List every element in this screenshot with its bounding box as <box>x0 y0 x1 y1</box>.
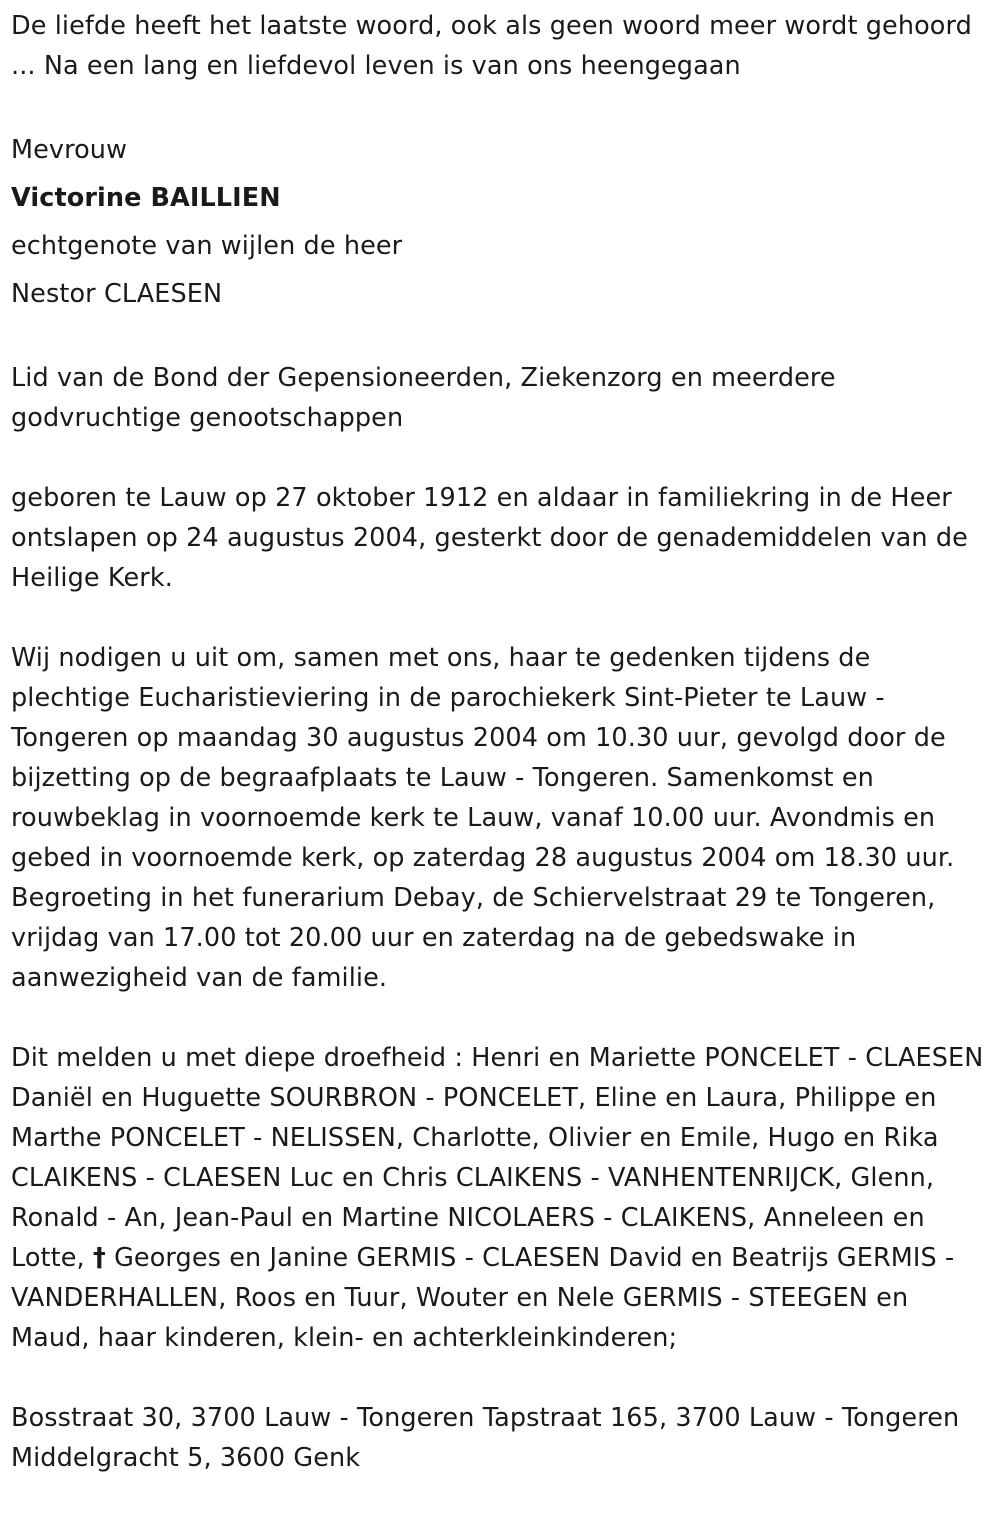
addresses-text: Bosstraat 30, 3700 Lauw - Tongeren Tapstraat 165, 3700 Lauw - Tongeren Middelgracht 5, 3600 Genk <box>11 1403 960 1473</box>
spouse-relation: echtgenote van wijlen de heer <box>11 231 403 261</box>
spouse-name: Nestor CLAESEN <box>11 279 223 309</box>
birth-death-text: geboren te Lauw op 27 oktober 1912 en aldaar in familiekring in de Heer ontslapen op 24 augustus 2004, gesterkt door de genademiddelen van de Heilige Kerk. <box>11 483 968 593</box>
family-list-part-1: Dit melden u met diepe droefheid : Henri en Mariette PONCELET - CLAESEN Daniël en Huguette SOURBRON - PONCELET, Eline en Laura, Philippe en Marthe PONCELET - NELISSEN, Charlotte, Olivier en Emile, Hugo en Rika CLAIKENS - CLAESEN Luc en Chris CLAIKENS - VANHENTENRIJCK, Glenn, Ronald - An, Jean-Paul en Martine NICOLAERS - CLAIKENS, Anneleen en Lotte, <box>11 1043 984 1273</box>
invitation-text: Wij nodigen u uit om, samen met ons, haar te gedenken tijdens de plechtige Eucharistieviering in de parochiekerk Sint-Pieter te Lauw - Tongeren op maandag 30 augustus 2004 om 10.30 uur, gevolgd door de bijzetting op de begraafplaats te Lauw - Tongeren. Samenkomst en rouwbeklag in voornoemde kerk te Lauw, vanaf 10.00 uur. Avondmis en gebed in voornoemde kerk, op zaterdag 28 augustus 2004 om 18.30 uur. Begroeting in het funerarium Debay, de Schiervelstraat 29 te Tongeren, vrijdag van 17.00 tot 20.00 uur en zaterdag na de gebedswake in aanwezigheid van de familie. <box>11 643 955 993</box>
deceased-name: Victorine BAILLIEN <box>11 183 281 213</box>
cross-icon: † <box>92 1243 106 1273</box>
intro-text: De liefde heeft het laatste woord, ook als geen woord meer wordt gehoord ... Na een lang en liefdevol leven is van ons heengegaan <box>11 11 972 81</box>
salutation: Mevrouw <box>11 135 128 165</box>
memberships-text: Lid van de Bond der Gepensioneerden, Ziekenzorg en meerdere godvruchtige genootschappen <box>11 363 836 433</box>
family-list-part-2: Georges en Janine GERMIS - CLAESEN David en Beatrijs GERMIS - VANDERHALLEN, Roos en Tuur, Wouter en Nele GERMIS - STEEGEN en Maud, haar kinderen, klein- en achterkleinkinderen; <box>11 1243 955 1353</box>
family-announcement <box>11 1038 988 1358</box>
